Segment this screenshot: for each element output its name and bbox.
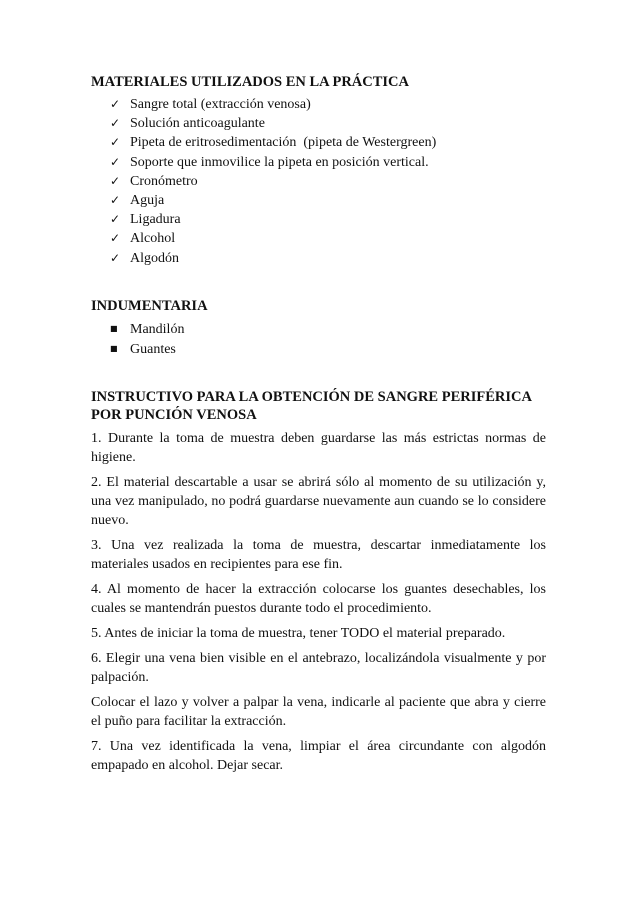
checkmark-icon: ✓ [110, 212, 121, 227]
list-item: ✓ Ligadura [110, 212, 181, 228]
list-item: ■ Guantes [110, 340, 546, 360]
list-item: ✓ Cronómetro [110, 173, 198, 189]
square-bullet-icon: ■ [110, 343, 118, 353]
materiales-list [91, 95, 546, 268]
instructivo-title-line2: POR PUNCIÓN VENOSA [91, 406, 257, 423]
checkmark-icon: ✓ [110, 154, 121, 169]
list-item: ✓ Aguja [110, 193, 165, 209]
checkmark-icon: ✓ [110, 193, 121, 208]
instructivo-heading [91, 388, 546, 424]
square-bullet-icon: ■ [110, 323, 118, 333]
checkmark-icon: ✓ [110, 231, 121, 246]
list-item: ✓ Pipeta de eritrosedimentación (pipeta de Westergreen) [110, 135, 437, 151]
materiales-heading: MATERIALES UTILIZADOS EN LA PRÁCTICA [91, 74, 409, 90]
list-item: ✓ Algodón [110, 250, 179, 266]
paragraph: 6. Elegir una vena bien visible en el antebrazo, localizándola visualmente y por palpación. [91, 650, 546, 685]
checkmark-icon: ✓ [110, 250, 121, 265]
checkmark-icon: ✓ [110, 97, 121, 111]
paragraph: 2. El material descartable a usar se abrirá sólo al momento de su utilización y, una vez manipulado, no podrá guardarse nuevamente aun cuando se lo considere nuevo. [91, 474, 546, 528]
list-item: ✓ Soporte que inmovilice la pipeta en posición vertical. [110, 154, 429, 170]
checkmark-icon: ✓ [110, 116, 121, 131]
checkmark-icon: ✓ [110, 135, 121, 150]
paragraph: 3. Una vez realizada la toma de muestra, descartar inmediatamente los materiales usados en recipientes para ese fin. [91, 537, 546, 572]
list-item: ■ Mandilón [110, 320, 546, 340]
paragraph: 1. Durante la toma de muestra deben guardarse las más estrictas normas de higiene. [91, 430, 546, 465]
indumentaria-heading: INDUMENTARIA [91, 297, 208, 314]
paragraph: 7. Una vez identificada la vena, limpiar el área circundante con algodón empapado en alcohol. Dejar secar. [91, 738, 546, 773]
paragraph: 5. Antes de iniciar la toma de muestra, tener TODO el material preparado. [91, 625, 506, 641]
checkmark-icon: ✓ [110, 173, 121, 188]
instructivo-title-line1: INSTRUCTIVO PARA LA OBTENCIÓN DE SANGRE PERIFÉRICA [91, 388, 532, 405]
list-item: ✓ Sangre total (extracción venosa) [110, 97, 311, 112]
paragraph: 4. Al momento de hacer la extracción colocarse los guantes desechables, los cuales se mantendrán puestos durante todo el procedimiento. [91, 581, 546, 616]
list-item: ✓ Solución anticoagulante [110, 116, 265, 132]
paragraph: Colocar el lazo y volver a palpar la vena, indicarle al paciente que abra y cierre el puño para facilitar la extracción. [91, 694, 546, 729]
indumentaria-list [91, 320, 546, 360]
list-item: ✓ Alcohol [110, 231, 176, 247]
